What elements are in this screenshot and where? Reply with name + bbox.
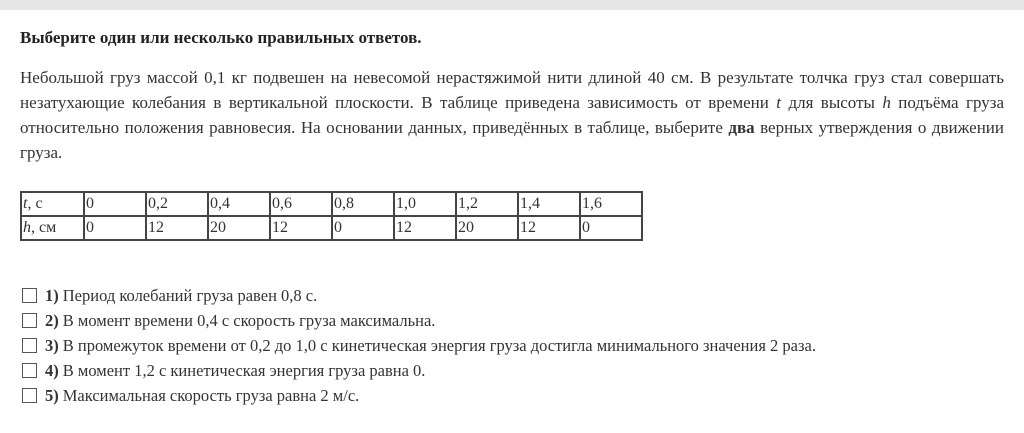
table-cell: 12: [518, 216, 580, 240]
table-header-height: h, см: [21, 216, 84, 240]
instruction: Выберите один или несколько правильных ответов.: [20, 28, 422, 47]
answer-text: В момент 1,2 с кинетическая энергия груза равна 0.: [62, 360, 426, 380]
table-cell: 1,6: [580, 192, 642, 216]
table-header-time: t, с: [21, 192, 84, 216]
table-cell: 0,8: [332, 192, 394, 216]
table-row-height: [21, 216, 642, 240]
answer-option-5[interactable]: [22, 383, 816, 408]
answer-number: 4): [45, 360, 59, 380]
table-cell: 12: [270, 216, 332, 240]
table-cell: 0,6: [270, 192, 332, 216]
problem-text: Небольшой груз массой 0,1 кг подвешен на невесомой нерастяжимой нити длиной 40 см. В результате толчка груз стал совершать незатухающие колебания в вертикальной плоскости. В таблице приведена зависимость от времени t для высоты h подъёма груза относительно положения равновесия. На основании данных, приведённых в таблице, выберите два верных утверждения о движении груза.: [20, 68, 1004, 162]
data-table: [20, 191, 643, 241]
table-cell: 1,2: [456, 192, 518, 216]
table-cell: 0: [84, 192, 146, 216]
answer-checkbox-1[interactable]: [22, 288, 37, 303]
answer-number: 3): [45, 335, 59, 355]
answer-checkbox-4[interactable]: [22, 363, 37, 378]
table-cell: 20: [208, 216, 270, 240]
answer-number: 5): [45, 385, 59, 405]
table-cell: 0,4: [208, 192, 270, 216]
table-cell: 0: [580, 216, 642, 240]
question-content: [20, 28, 1004, 405]
answer-number: 1): [45, 285, 59, 305]
answer-text: Период колебаний груза равен 0,8 с.: [62, 285, 318, 305]
answer-checkbox-5[interactable]: [22, 388, 37, 403]
answer-number: 2): [45, 310, 59, 330]
answer-text: Максимальная скорость груза равна 2 м/с.: [62, 385, 360, 405]
answer-option-3[interactable]: [22, 333, 816, 358]
answer-checkbox-2[interactable]: [22, 313, 37, 328]
top-bar: [0, 0, 1024, 10]
table-cell: 12: [146, 216, 208, 240]
table-cell: 0,2: [146, 192, 208, 216]
answer-option-4[interactable]: [22, 358, 816, 383]
table-cell: 12: [394, 216, 456, 240]
table-cell: 1,4: [518, 192, 580, 216]
table-cell: 0: [84, 216, 146, 240]
table-cell: 1,0: [394, 192, 456, 216]
answer-option-2[interactable]: [22, 308, 816, 333]
table-row-time: [21, 192, 642, 216]
table-cell: 0: [332, 216, 394, 240]
answer-text: В промежуток времени от 0,2 до 1,0 с кинетическая энергия груза достигла минимального значения 2 раза.: [62, 335, 816, 355]
answer-text: В момент времени 0,4 с скорость груза максимальна.: [62, 310, 436, 330]
answer-options: [22, 283, 816, 408]
table-cell: 20: [456, 216, 518, 240]
answer-checkbox-3[interactable]: [22, 338, 37, 353]
answer-option-1[interactable]: [22, 283, 816, 308]
